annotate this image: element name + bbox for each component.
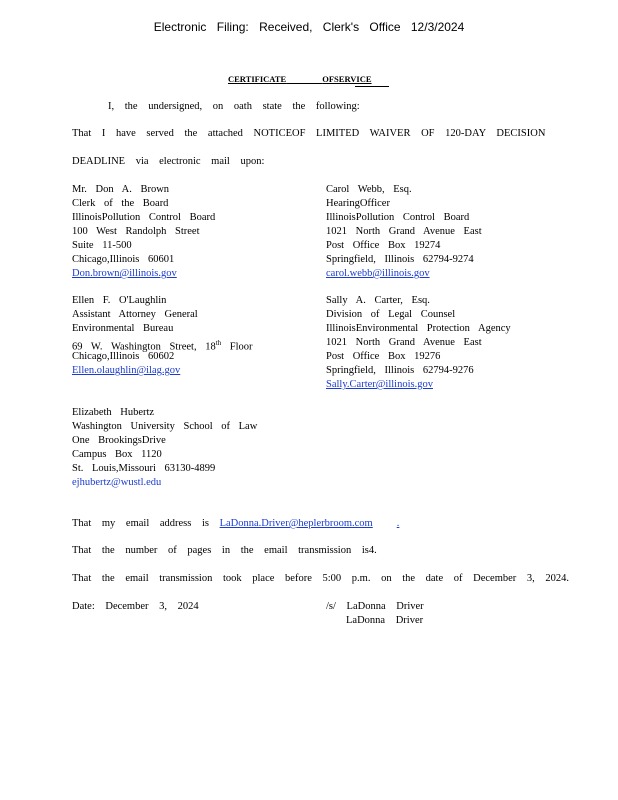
recipient-line: Environmental Bureau <box>72 323 174 334</box>
recipient-line: IllinoisPollution Control Board <box>72 212 216 223</box>
intro-line-1: I, the undersigned, on oath state the following: <box>108 101 360 112</box>
recipient-line: Assistant Attorney General <box>72 309 198 320</box>
email-statement <box>72 518 399 529</box>
recipient-olaughlin <box>72 294 253 378</box>
recipient-line: Suite 11-500 <box>72 240 132 251</box>
intro-line-2: That I have served the attached NOTICEOF LIMITED WAIVER OF 120-DAY DECISION <box>72 128 546 139</box>
recipient-name: Carol Webb, Esq. <box>326 184 412 195</box>
title-underline <box>355 86 389 87</box>
certificate-title <box>228 74 372 84</box>
recipient-brown <box>72 183 215 281</box>
signature-line: /s/ LaDonna Driver <box>326 601 424 612</box>
email-link-brown[interactable]: Don.brown@illinois.gov <box>72 268 177 279</box>
recipient-line: Clerk of the Board <box>72 198 169 209</box>
intro-line-3: DEADLINE via electronic mail upon: <box>72 156 265 167</box>
sender-email-link[interactable]: LaDonna.Driver@heplerbroom.com <box>219 518 373 529</box>
recipient-line: Springfield, Illinois 62794-9276 <box>326 365 474 376</box>
recipient-line: Post Office Box 19276 <box>326 351 441 362</box>
recipient-line: IllinoisPollution Control Board <box>326 212 470 223</box>
recipient-line: Division of Legal Counsel <box>326 309 456 320</box>
email-statement-suffix: . <box>396 518 400 529</box>
recipient-hubertz <box>72 406 257 490</box>
recipient-line: Washington University School of Law <box>72 421 258 432</box>
recipient-name: Sally A. Carter, Esq. <box>326 295 430 306</box>
recipient-line: One BrookingsDrive <box>72 435 166 446</box>
recipient-line: Springfield, Illinois 62794-9274 <box>326 254 474 265</box>
recipient-carter <box>326 294 511 392</box>
recipient-line: 1021 North Grand Avenue East <box>326 337 482 348</box>
recipient-line: Post Office Box 19274 <box>326 240 441 251</box>
recipient-line: 100 West Randolph Street <box>72 226 200 237</box>
recipient-line: IllinoisEnvironmental Protection Agency <box>326 323 511 334</box>
recipient-name: Mr. Don A. Brown <box>72 184 170 195</box>
email-statement-prefix: That my email address is <box>72 518 209 529</box>
filing-header: Electronic Filing: Received, Clerk's Office 12/3/2024 <box>153 20 465 34</box>
pages-statement: That the number of pages in the email transmission is4. <box>72 545 377 556</box>
email-link-olaughlin[interactable]: Ellen.olaughlin@ilag.gov <box>72 365 181 376</box>
recipient-webb <box>326 183 482 281</box>
recipient-line: Chicago,Illinois 60602 <box>72 351 175 362</box>
signature-date: Date: December 3, 2024 <box>72 601 199 612</box>
recipient-line: Chicago,Illinois 60601 <box>72 254 175 265</box>
recipient-line: 1021 North Grand Avenue East <box>326 226 482 237</box>
signature-name: LaDonna Driver <box>346 615 424 626</box>
email-link-hubertz[interactable]: ejhubertz@wustl.edu <box>72 477 162 488</box>
recipient-name: Ellen F. O'Laughlin <box>72 295 167 306</box>
recipient-address-line: 69 W. Washington Street, 18th Floor <box>72 339 253 353</box>
title-part-1: CERTIFICATE <box>228 74 287 84</box>
title-part-2: OFSERVICE <box>322 74 372 84</box>
email-link-webb[interactable]: carol.webb@illinois.gov <box>326 268 430 279</box>
recipient-name: Elizabeth Hubertz <box>72 407 155 418</box>
recipient-line: HearingOfficer <box>326 198 390 209</box>
recipient-line: Campus Box 1120 <box>72 449 162 460</box>
recipient-line: St. Louis,Missouri 63130-4899 <box>72 463 216 474</box>
email-link-carter[interactable]: Sally.Carter@illinois.gov <box>326 379 433 390</box>
time-statement: That the email transmission took place before 5:00 p.m. on the date of December 3, 2024. <box>72 573 570 584</box>
